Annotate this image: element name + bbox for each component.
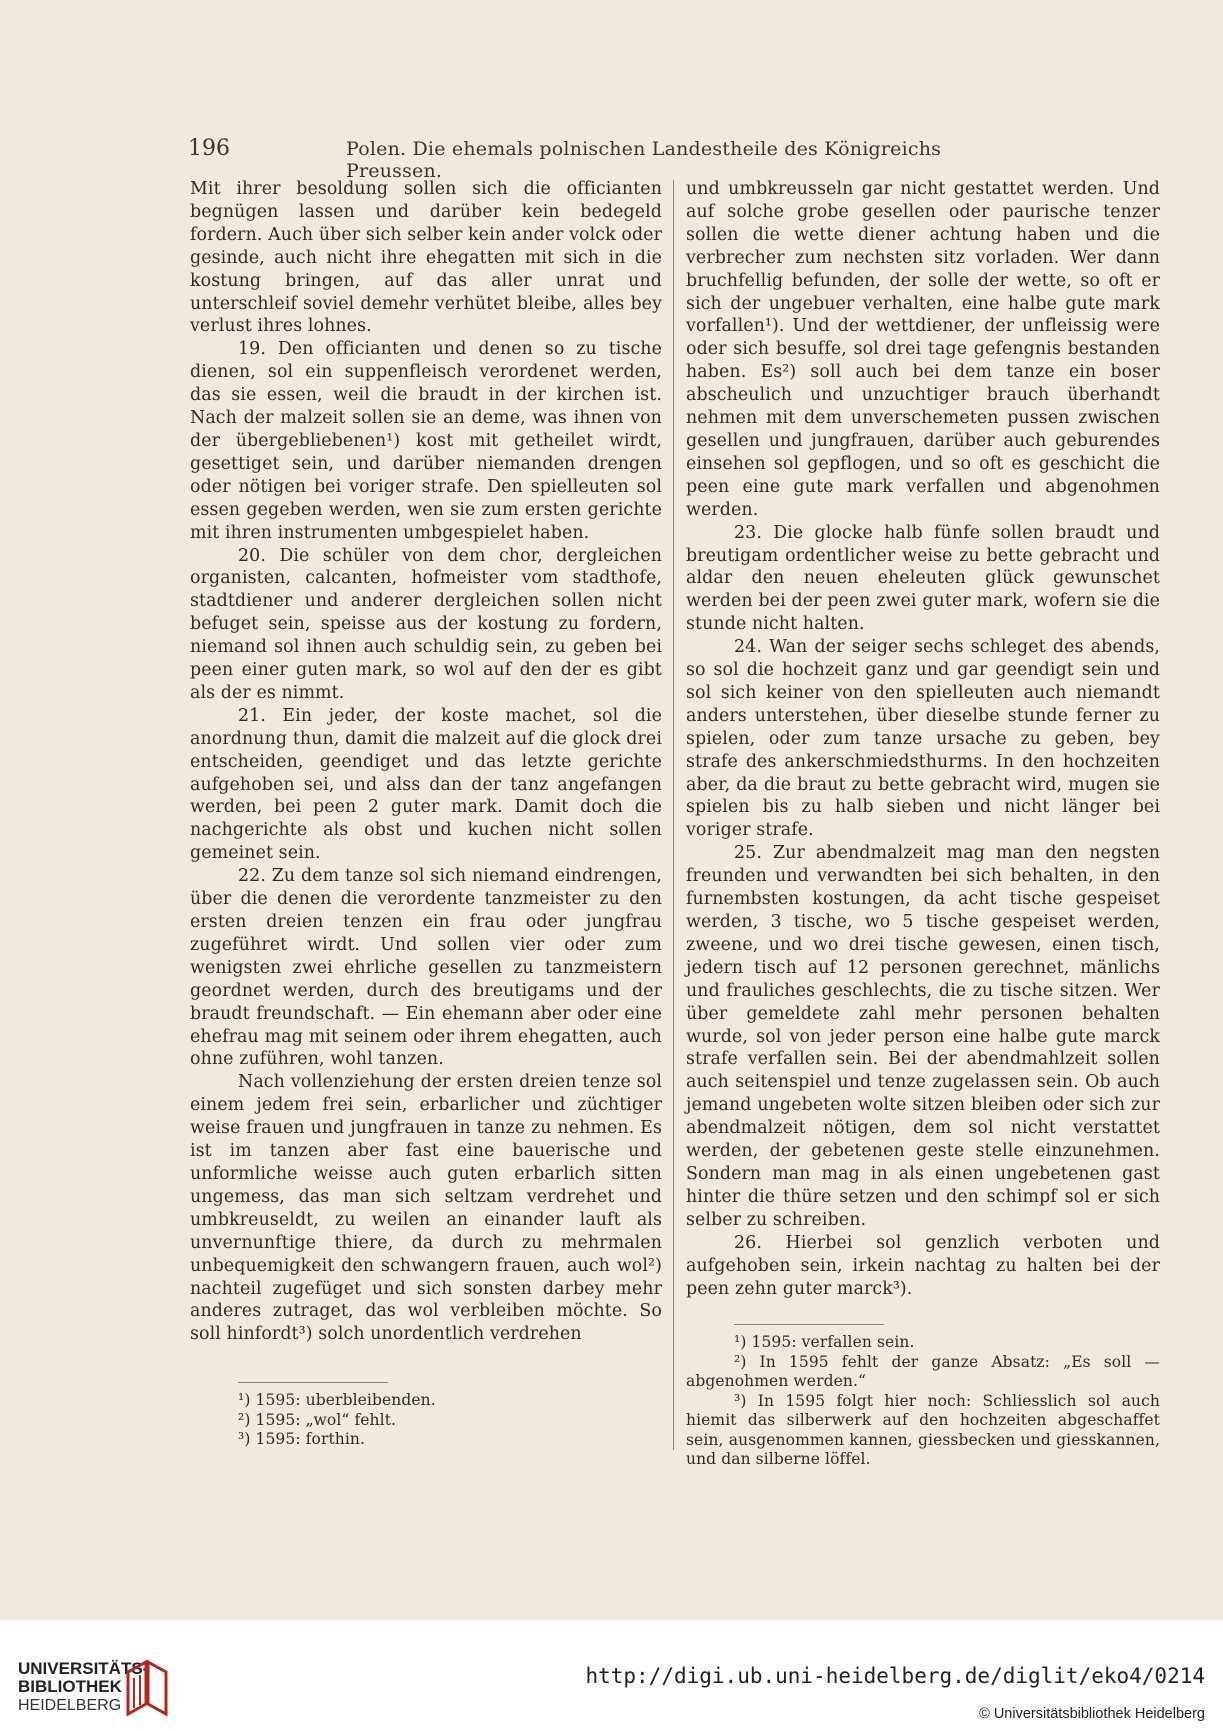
logo-line: BIBLIOTHEK bbox=[18, 1677, 122, 1696]
paragraph: 20. Die schüler von dem chor, dergleichen organisten, calcanten, hofmeister vom stadthofe, stadtdiener und anderer dergleichen sollen nicht befuget sein, speisse aus der kostung zu fordern, niemand sol ihnen auch schuldig sein, zu geben bei peen einer guten mark, so wol auf den der es gibt als der es nimmt. bbox=[190, 545, 662, 703]
footnote: ³) 1595: forthin. bbox=[238, 1430, 366, 1449]
paragraph: Mit ihrer besoldung sollen sich die officianten begnügen lassen und darüber kein bedegeld fordern. Auch über sich selber kein ander volck oder gesinde, auch nicht ihre ehegatten mit sich in die kostung bringen, auf das aller unrat und unterschleif soviel demehr verhütet bleibe, alles bey verlust ihres lohnes. bbox=[190, 179, 662, 337]
logo-line: UNIVERSITÄTS- bbox=[18, 1659, 149, 1678]
paragraph: und umbkreusseln gar nicht gestattet werden. Und auf solche grobe gesellen oder paurische tenzer sollen die wette diener achtung haben und die verbrecher zum nechsten sitz vorladen. Wer dann bruchfellig befunden, der solle der wette, so oft er sich der ungebuer verhalten, eine halbe gute mark vorfallen¹). Und der wettdiener, der unfleissig were oder sich besuffe, sol drei tage gefengnis bestanden haben. Es²) soll auch bei dem tanze ein boser abscheulich und unzuchtiger brauch überhandt nehmen mit dem unverschemeten pussen zwischen gesellen und jungfrauen, darüber auch geburendes einsehen sol gepflogen, und so oft es geschicht die peen eine gute mark verfallen und abgenohmen werden. bbox=[686, 179, 1160, 520]
logo-line: HEIDELBERG bbox=[18, 1697, 122, 1714]
footnote: ²) In 1595 fehlt der ganze Absatz: „Es soll — abgenohmen werden.“ bbox=[686, 1352, 1160, 1391]
permalink-url[interactable]: http://digi.ub.uni-heidelberg.de/diglit/eko4/0214 bbox=[585, 1664, 1205, 1688]
page-number: 196 bbox=[188, 136, 230, 161]
footnote-divider bbox=[734, 1324, 884, 1325]
right-column bbox=[686, 178, 1160, 1470]
paragraph: 26. Hierbei sol genzlich verboten und aufgehoben sein, irkein nachtag zu halten bei der peen zehn guter marck³). bbox=[686, 1232, 1160, 1299]
copyright-notice: © Universitätsbibliothek Heidelberg bbox=[979, 1706, 1205, 1722]
left-footnotes bbox=[190, 1391, 662, 1450]
paragraph: 21. Ein jeder, der koste machet, sol die anordnung thun, damit die malzeit auf die glock drei entscheiden, geendiget und das letzte gerichte aufgehoben sei, und alss dan der tanz angefangen werden, bei peen 2 guter mark. Damit doch die nachgerichte als obst und kuchen nicht sollen gemeinet sein. bbox=[190, 705, 662, 864]
paragraph: 19. Den officianten und denen so zu tische dienen, sol ein suppenfleisch verordenet werden, das sie essen, weil die braudt in der kirchen ist. Nach der malzeit sollen sie an deme, was ihnen von der übergebliebenen¹) kost mit getheilet wirdt, gesettiget sein, und darüber niemanden drengen oder nötigen bei voriger strafe. Den spielleuten sol essen gegeben werden, wen sie zum ersten gerichte mit ihren instrumenten umbgespielet haben. bbox=[190, 339, 662, 543]
paragraph: Nach vollenziehung der ersten dreien tenze sol einem jedem frei sein, erbarlicher und züchtiger weise frauen und jungfrauen in tanze zu nehmen. Es ist im tanzen aber fast eine bauerische und unformliche weisse auch guten erbarlich sitten ungemess, das man sich seltzam verdrehet und umbkreuseldt, zu weilen an einander lauft als unvernunftige thiere, da durch zu mehrmalen unbequemigkeit den schwangern frauen, auch wol²) nachteil zugefüget und sich sonsten darbey mehr anderes zutraget, das wol verbleiben möchte. So soll hinfordt³) solch unordentlich verdrehen bbox=[190, 1072, 662, 1345]
footnote: ¹) 1595: uberbleibenden. bbox=[238, 1391, 436, 1410]
library-footer bbox=[0, 1620, 1223, 1731]
footnote: ³) In 1595 folgt hier noch: Schliesslich sol auch hiemit das silberwerk auf den hochzeiten abgeschaffet sein, ausgenommen kannen, giessbecken und giesskannen, und dan silberne löffel. bbox=[686, 1391, 1160, 1469]
column-rule bbox=[673, 180, 674, 1450]
paragraph: 25. Zur abendmalzeit mag man den negsten freunden und verwandten bei sich behalten, in den furnembsten kostungen, da acht tische gespeiset werden, 3 tische, wo 5 tische gespeiset werden, zweene, und wo drei tische gewesen, einen tisch, jedern tisch auf 12 personen gerechnet, mänlichs und frauliches geschlechts, die zu tische sitzen. Wer über gemeldete zahl mehr personen behalten wurde, sol von jeder person eine halbe gute marck strafe verfallen sein. Bei der abendmahlzeit sollen auch seitenspiel und tenze zugelassen sein. Ob auch jemand ungebeten wolte sitzen bleiben oder sich zur abendmalzeit nötigen, dem sol nicht verstattet werden, der gebetenen geste stelle einzunehmen. Sondern man mag in als einen ungebetenen gast hinter die thüre setzen und den schimpf sol er sich selber zu schreiben. bbox=[686, 843, 1160, 1230]
paragraph: 23. Die glocke halb fünfe sollen braudt und breutigam ordentlicher weise zu bette gebracht und aldar den neuen eheleuten glück gewunschet werden bei der peen zwei guter mark, wofern sie die stunde nicht halten. bbox=[686, 522, 1160, 635]
left-column bbox=[190, 178, 662, 1450]
library-book-mark-icon bbox=[124, 1658, 170, 1718]
paragraph: 22. Zu dem tanze sol sich niemand eindrengen, über die denen die verordente tanzmeister zu den ersten dreien tenzen ein frau oder jungfrau zugeführet wirdt. Und sollen vier oder zum wenigsten zwei ehrliche gesellen zu tanzmeistern geordnet werden, durch des breutigams und der braudt freundschaft. — Ein ehemann aber oder eine ehefrau mag mit seinem oder ihrem ehegatten, auch ohne zuführen, wohl tanzen. bbox=[190, 866, 662, 1070]
running-title: Polen. Die ehemals polnischen Landestheile des Königreichs Preussen. bbox=[346, 138, 942, 182]
right-footnotes bbox=[686, 1333, 1160, 1470]
footnote-divider bbox=[238, 1382, 388, 1383]
footnote: ¹) 1595: verfallen sein. bbox=[734, 1333, 915, 1352]
footnote: ²) 1595: „wol“ fehlt. bbox=[238, 1410, 397, 1429]
paragraph: 24. Wan der seiger sechs schleget des abends, so sol die hochzeit ganz und gar geendigt sein und sol sich keiner von den spielleuten auch niemandt anders unterstehen, über dieselbe stunde ferner zu spielen, oder zum tanze ursache zu geben, bey strafe des ankerschmiedsthurms. In den hochzeiten aber, da die braut zu bette gebracht wird, mugen sie spielen bis zu halb sieben und nicht länger bei voriger strafe. bbox=[686, 637, 1160, 841]
